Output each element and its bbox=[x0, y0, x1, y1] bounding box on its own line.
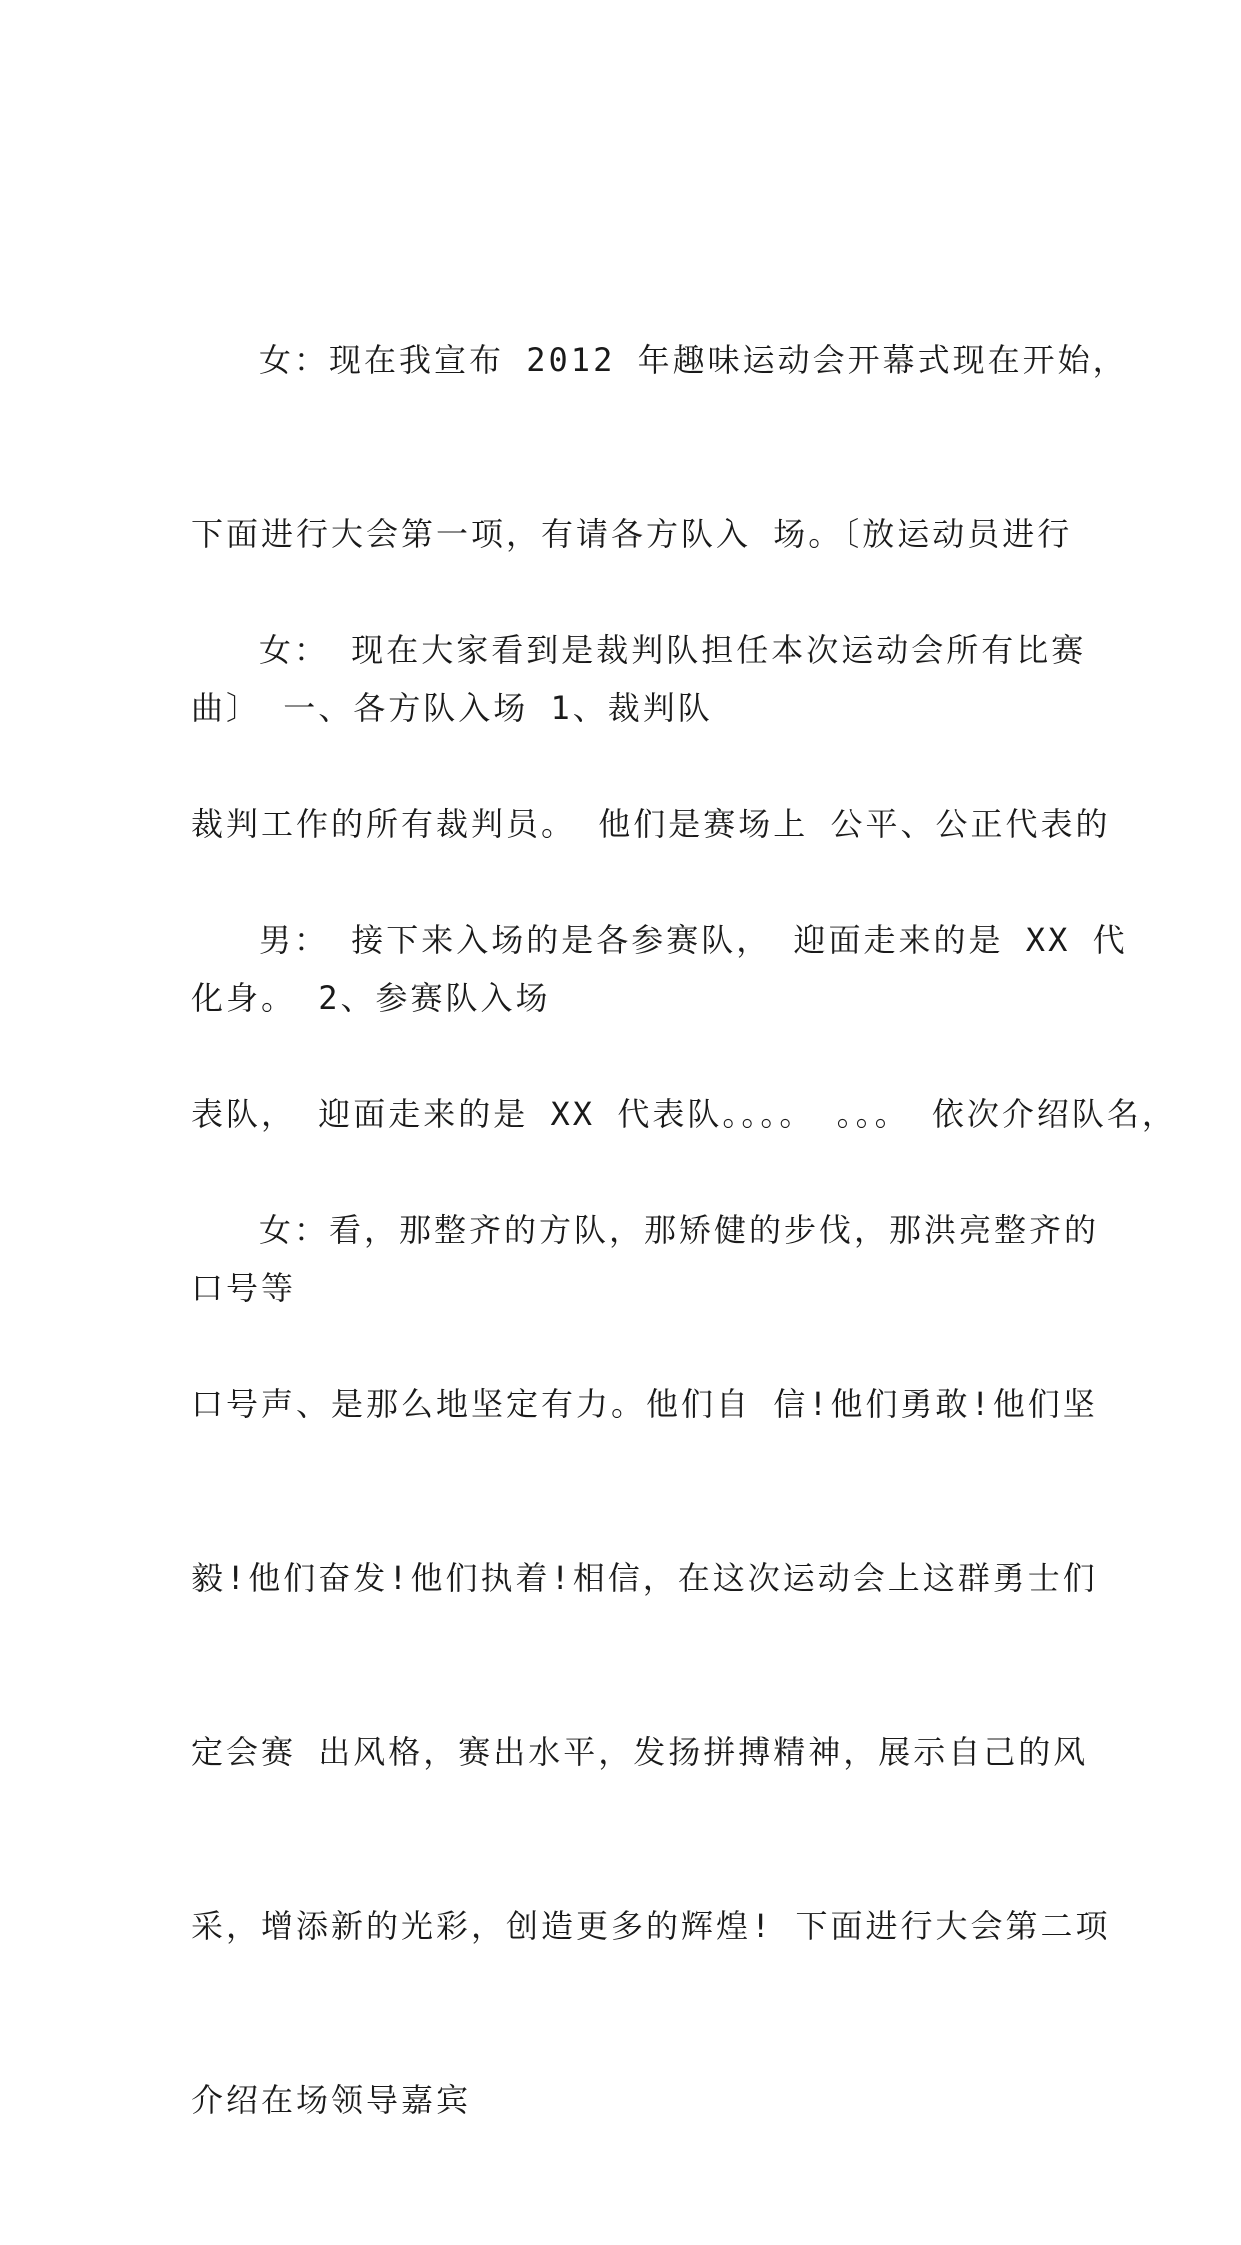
paragraph-line: 下面进行大会第一项，有请各方队入 场。〔放运动员进行 bbox=[191, 515, 1073, 553]
paragraph-line: 毅!他们奋发!他们执着!相信，在这次运动会上这群勇士们 bbox=[191, 1559, 1098, 1597]
paragraph-line: 女： 现在大家看到是裁判队担任本次运动会所有比赛 bbox=[259, 631, 1087, 669]
paragraph-cheer bbox=[191, 1085, 1177, 2245]
paragraph-line: 女：现在我宣布 2012 年趣味运动会开幕式现在开始， bbox=[259, 341, 1128, 379]
paragraph-line: 女：看，那整齐的方队，那矫健的步伐，那洪亮整齐的 bbox=[259, 1211, 1100, 1249]
paragraph-line: 男： 接下来入场的是各参赛队， 迎面走来的是 XX 代 bbox=[259, 921, 1128, 959]
paragraph-line: 曲〕 一、各方队入场 1、裁判队 bbox=[191, 689, 713, 727]
paragraph-line: 裁判工作的所有裁判员。 他们是赛场上 公平、公正代表的 bbox=[191, 805, 1111, 843]
paragraph-line: 定会赛 出风格，赛出水平，发扬拼搏精神，展示自己的风 bbox=[191, 1733, 1089, 1771]
paragraph-line: 化身。 2、参赛队入场 bbox=[191, 979, 551, 1017]
paragraph-line: 采，增添新的光彩，创造更多的辉煌! 下面进行大会第二项 bbox=[191, 1907, 1111, 1945]
paragraph-line: 介绍在场领导嘉宾 bbox=[191, 2081, 472, 2119]
paragraph-line: 表队， 迎面走来的是 XX 代表队。。。。 。。。 依次介绍队名， bbox=[191, 1095, 1177, 1133]
paragraph-line: 口号声、是那么地坚定有力。他们自 信!他们勇敢!他们坚 bbox=[191, 1385, 1098, 1423]
paragraph-line: 口号等 bbox=[191, 1269, 297, 1307]
